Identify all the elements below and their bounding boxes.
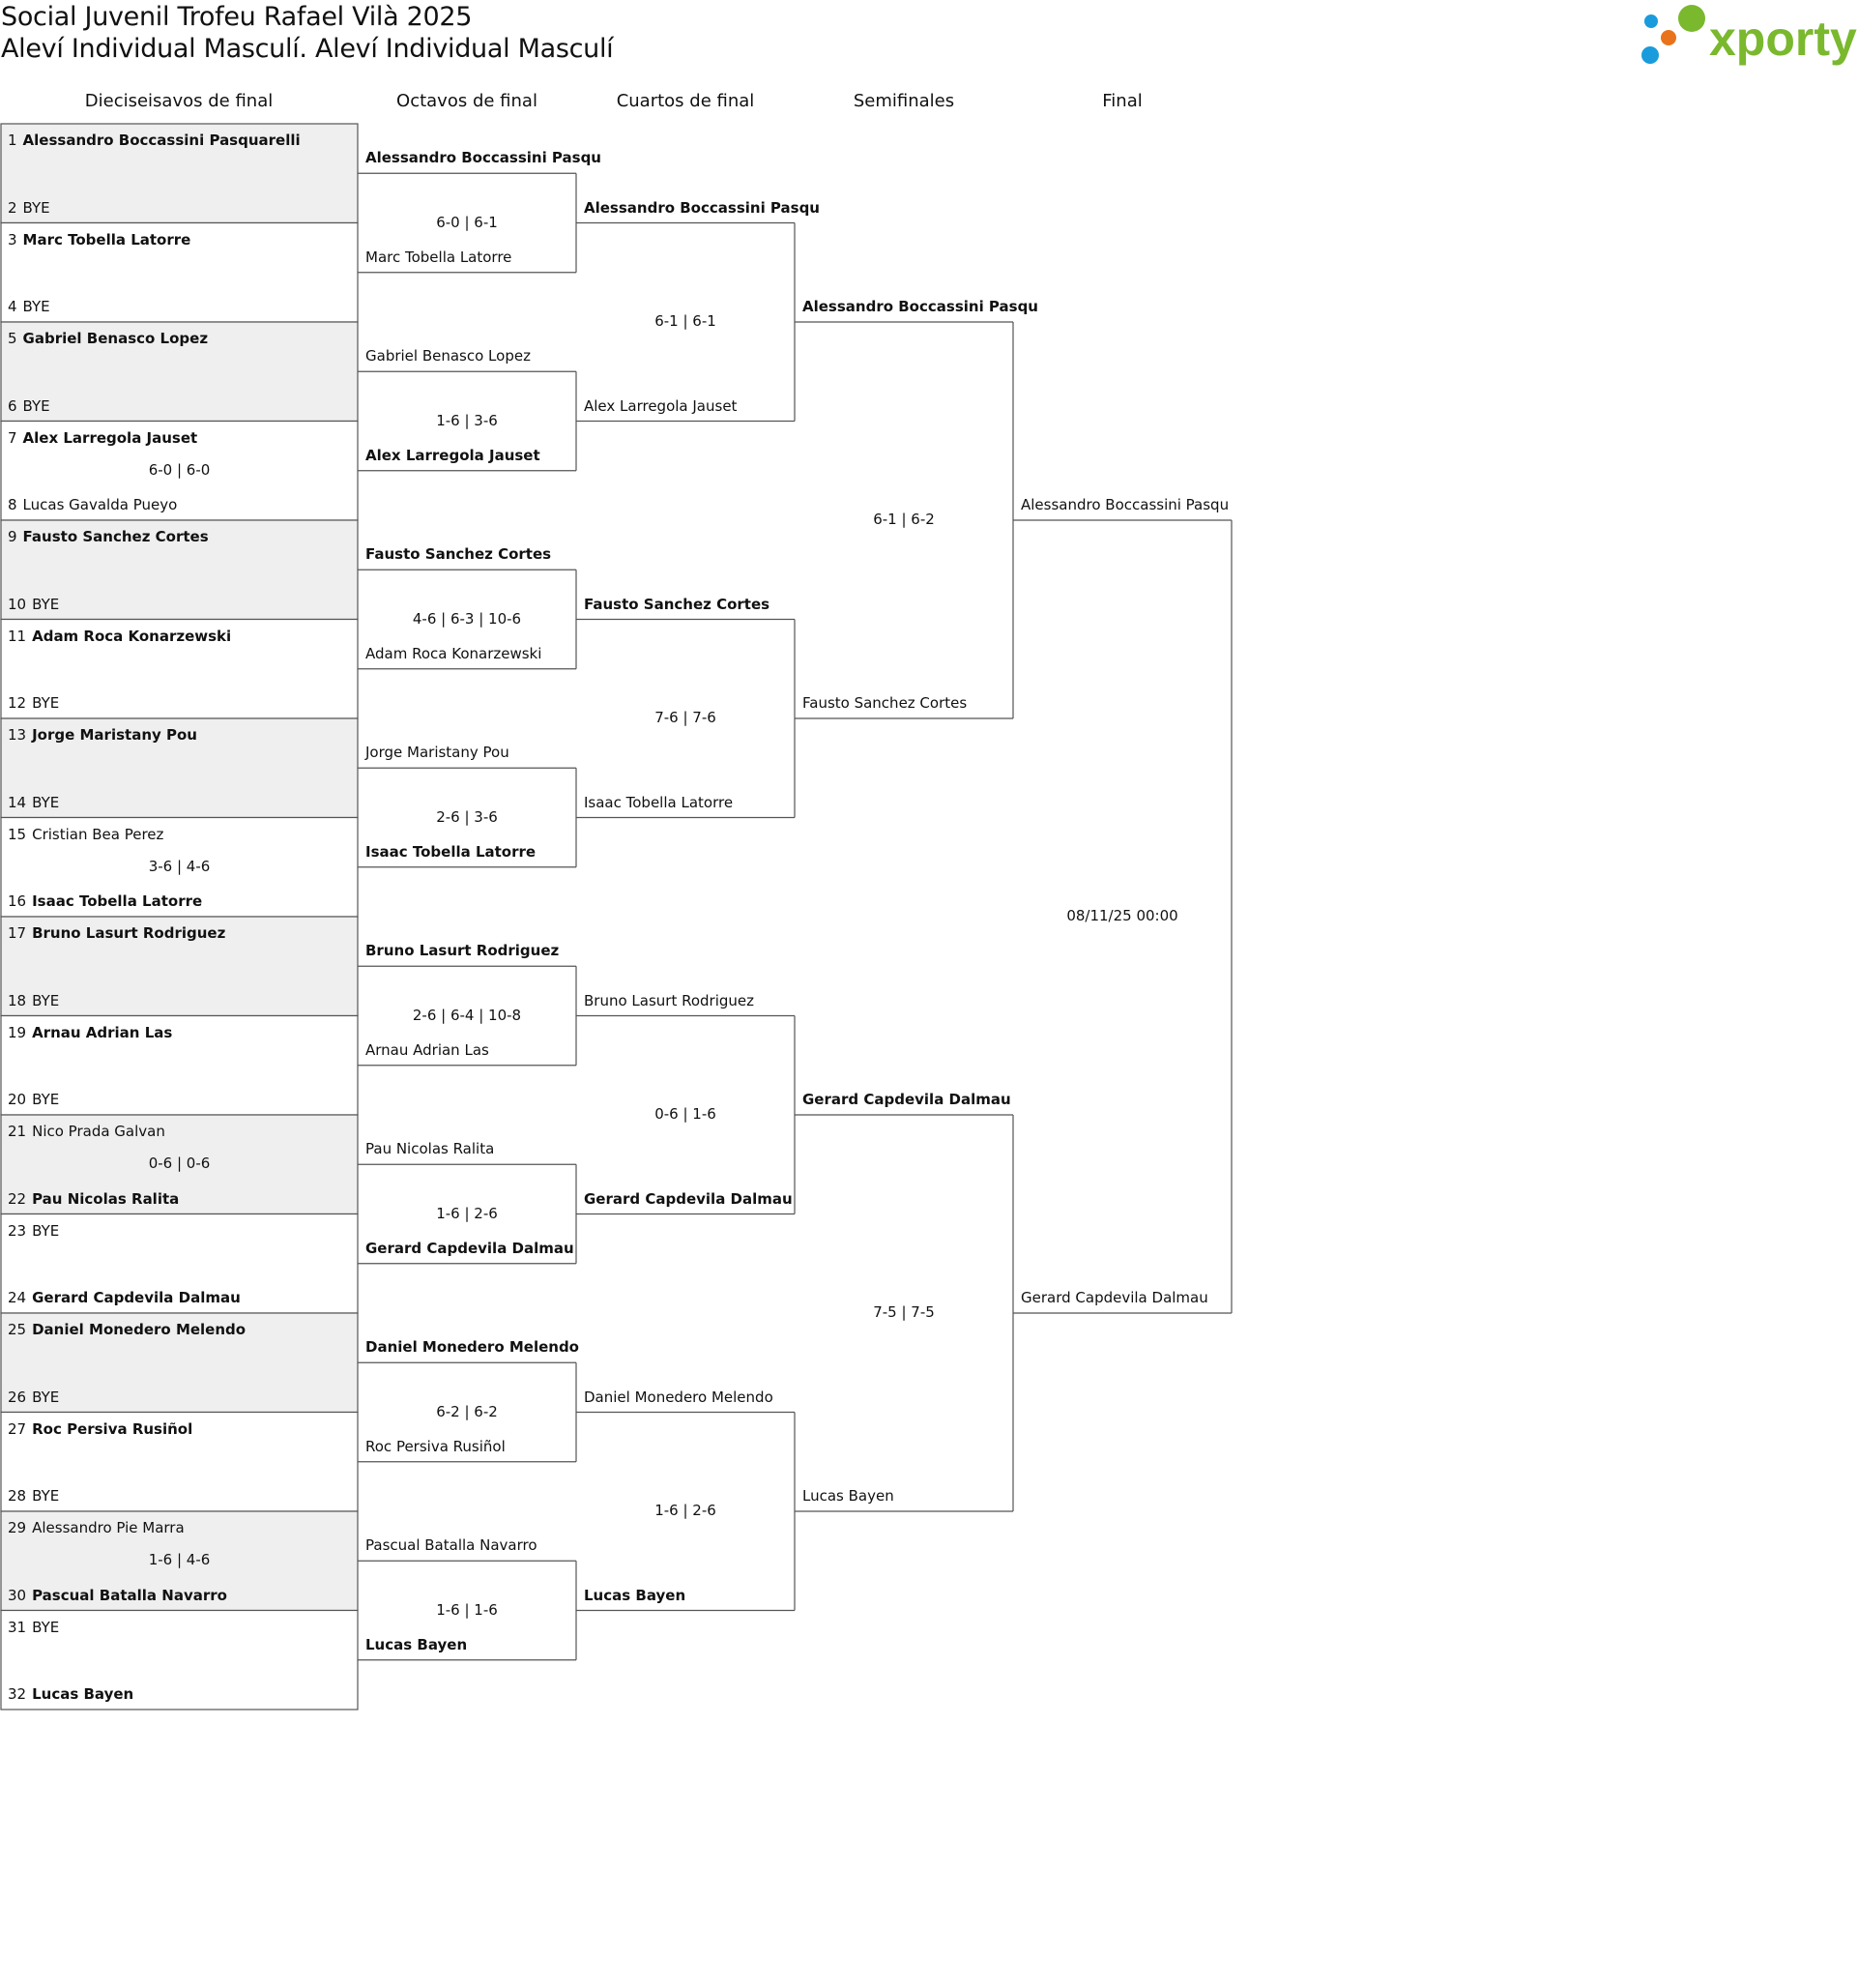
r2-player-bottom[interactable]: Marc Tobella Latorre xyxy=(365,248,512,266)
r1-player-row[interactable] xyxy=(8,826,163,843)
round-header-r3: Cuartos de final xyxy=(616,91,755,111)
r3-player-bottom[interactable]: Alex Larregola Jauset xyxy=(584,396,738,415)
r1-player-row[interactable] xyxy=(8,231,190,248)
r3-match-score: 6-1 | 6-1 xyxy=(654,312,716,330)
r2-match-score: 1-6 | 2-6 xyxy=(436,1204,498,1222)
r5-player-bottom[interactable]: Gerard Capdevila Dalmau xyxy=(1021,1289,1208,1306)
seed-number: 22 xyxy=(8,1189,27,1208)
tournament-title: Social Juvenil Trofeu Rafael Vilà 2025 xyxy=(1,2,473,32)
r2-player-top[interactable]: Pascual Batalla Navarro xyxy=(365,1536,537,1555)
player-name: Arnau Adrian Las xyxy=(32,1023,173,1041)
player-name: Bruno Lasurt Rodriguez xyxy=(32,924,226,942)
r2-player-top[interactable]: Pau Nicolas Ralita xyxy=(365,1140,495,1158)
r1-player-row[interactable] xyxy=(8,1685,133,1703)
seed-number: 16 xyxy=(8,892,27,910)
r1-player-row[interactable] xyxy=(8,1619,59,1636)
r1-player-row[interactable] xyxy=(8,694,59,712)
r1-player-row[interactable] xyxy=(8,892,202,910)
seed-number: 11 xyxy=(8,627,27,645)
player-name: Pau Nicolas Ralita xyxy=(32,1189,180,1208)
seed-number: 19 xyxy=(8,1023,27,1041)
player-name: BYE xyxy=(32,1388,60,1406)
r1-player-row[interactable] xyxy=(8,132,301,149)
r1-player-row[interactable] xyxy=(8,1519,185,1536)
r3-player-top[interactable]: Bruno Lasurt Rodriguez xyxy=(584,991,755,1009)
r1-player-row[interactable] xyxy=(8,496,177,513)
seed-number: 14 xyxy=(8,793,27,811)
player-name: Isaac Tobella Latorre xyxy=(32,892,203,910)
r1-match-score: 1-6 | 4-6 xyxy=(148,1551,211,1569)
r1-player-row[interactable] xyxy=(8,1487,59,1505)
r1-player-row[interactable] xyxy=(8,1389,59,1406)
seed-number: 24 xyxy=(8,1289,27,1306)
round-header-r5: Final xyxy=(1102,91,1143,111)
player-name: BYE xyxy=(22,298,50,315)
r3-player-bottom[interactable]: Lucas Bayen xyxy=(584,1586,686,1604)
seed-number: 5 xyxy=(8,330,17,347)
r3-player-bottom[interactable]: Isaac Tobella Latorre xyxy=(584,793,734,811)
player-name: BYE xyxy=(32,1221,60,1240)
seed-number: 18 xyxy=(8,991,27,1009)
seed-number: 32 xyxy=(8,1685,27,1703)
r1-player-row[interactable] xyxy=(8,330,208,347)
r2-match-score: 4-6 | 6-3 | 10-6 xyxy=(412,609,522,628)
r1-player-row[interactable] xyxy=(8,429,197,447)
player-name: BYE xyxy=(22,396,50,415)
player-name: BYE xyxy=(32,1618,60,1636)
player-name: Adam Roca Konarzewski xyxy=(32,627,232,645)
player-name: Pascual Batalla Navarro xyxy=(32,1586,227,1604)
player-name: Fausto Sanchez Cortes xyxy=(22,528,209,545)
r5-player-top[interactable]: Alessandro Boccassini Pasqu xyxy=(1021,496,1230,513)
r4-match-score: 7-5 | 7-5 xyxy=(873,1303,935,1321)
r2-player-top[interactable]: Jorge Maristany Pou xyxy=(365,744,509,762)
r2-match-score: 2-6 | 3-6 xyxy=(436,807,498,826)
r4-player-top[interactable]: Alessandro Boccassini Pasqu xyxy=(802,298,1038,315)
final-date: 08/11/25 00:00 xyxy=(1066,907,1178,924)
r2-player-top[interactable]: Gabriel Benasco Lopez xyxy=(365,347,531,365)
r3-player-bottom[interactable]: Gerard Capdevila Dalmau xyxy=(584,1189,793,1208)
r1-player-row[interactable] xyxy=(8,1091,59,1108)
r1-player-row[interactable] xyxy=(8,1420,192,1438)
player-name: Jorge Maristany Pou xyxy=(32,726,197,744)
player-name: Gerard Capdevila Dalmau xyxy=(32,1289,241,1306)
seed-number: 15 xyxy=(8,825,27,843)
r2-match-score: 6-2 | 6-2 xyxy=(436,1402,498,1420)
player-name: Daniel Monedero Melendo xyxy=(32,1321,247,1338)
r2-player-bottom[interactable]: Roc Persiva Rusiñol xyxy=(365,1437,506,1455)
seed-number: 31 xyxy=(8,1618,27,1636)
r4-match-score: 6-1 | 6-2 xyxy=(873,511,935,528)
seed-number: 26 xyxy=(8,1388,27,1406)
player-name: Cristian Bea Perez xyxy=(32,825,164,843)
r1-player-row[interactable] xyxy=(8,298,50,315)
r4-player-bottom[interactable]: Lucas Bayen xyxy=(802,1487,894,1505)
round-header-r1: Dieciseisavos de final xyxy=(84,91,274,111)
seed-number: 29 xyxy=(8,1519,27,1536)
seed-number: 21 xyxy=(8,1123,27,1140)
r1-player-row[interactable] xyxy=(8,1587,227,1604)
seed-number: 6 xyxy=(8,396,17,415)
r2-match-score: 2-6 | 6-4 | 10-8 xyxy=(412,1006,522,1024)
player-name: Marc Tobella Latorre xyxy=(22,230,191,248)
r2-match-score: 6-0 | 6-1 xyxy=(436,213,498,231)
player-name: Alessandro Pie Marra xyxy=(32,1519,185,1536)
player-name: Lucas Bayen xyxy=(32,1685,134,1703)
seed-number: 20 xyxy=(8,1091,27,1108)
r1-player-row[interactable] xyxy=(8,726,197,744)
player-name: BYE xyxy=(22,198,50,217)
r1-player-row[interactable] xyxy=(8,528,209,545)
player-name: BYE xyxy=(32,595,60,613)
r4-player-bottom[interactable]: Fausto Sanchez Cortes xyxy=(802,694,968,712)
seed-number: 4 xyxy=(8,298,17,315)
player-name: Roc Persiva Rusiñol xyxy=(32,1419,193,1438)
r2-player-bottom[interactable]: Gerard Capdevila Dalmau xyxy=(365,1239,574,1257)
r2-player-top[interactable]: Daniel Monedero Melendo xyxy=(365,1338,579,1357)
r3-match-score: 1-6 | 2-6 xyxy=(654,1502,716,1519)
r1-player-row[interactable] xyxy=(8,1222,59,1240)
r2-player-bottom[interactable]: Arnau Adrian Las xyxy=(365,1040,489,1059)
r1-match-score: 3-6 | 4-6 xyxy=(148,857,211,875)
r2-player-top[interactable]: Alessandro Boccassini Pasqu xyxy=(365,149,601,167)
category-title: Aleví Individual Masculí. Aleví Individual Masculí xyxy=(1,34,614,64)
player-name: BYE xyxy=(32,694,60,712)
player-name: Lucas Gavalda Pueyo xyxy=(22,496,178,513)
r2-player-bottom[interactable]: Lucas Bayen xyxy=(365,1635,468,1653)
r3-player-top[interactable]: Fausto Sanchez Cortes xyxy=(584,595,770,613)
r3-player-top[interactable]: Alessandro Boccassini Pasqu xyxy=(584,198,820,217)
r3-match-score: 0-6 | 1-6 xyxy=(654,1105,716,1123)
seed-number: 13 xyxy=(8,726,27,744)
r1-player-row[interactable] xyxy=(8,1190,179,1208)
r2-match-score: 1-6 | 3-6 xyxy=(436,411,498,429)
seed-number: 25 xyxy=(8,1321,27,1338)
seed-number: 9 xyxy=(8,528,17,545)
r4-player-top[interactable]: Gerard Capdevila Dalmau xyxy=(802,1091,1011,1108)
player-name: BYE xyxy=(32,1487,60,1505)
r1-player-row[interactable] xyxy=(8,199,50,217)
r1-player-row[interactable] xyxy=(8,1024,172,1041)
seed-number: 8 xyxy=(8,496,17,513)
r2-player-top[interactable]: Fausto Sanchez Cortes xyxy=(365,545,552,564)
r1-player-row[interactable] xyxy=(8,1321,246,1338)
r2-match-score: 1-6 | 1-6 xyxy=(436,1600,498,1619)
seed-number: 12 xyxy=(8,694,27,712)
player-name: BYE xyxy=(32,793,60,811)
seed-number: 1 xyxy=(8,132,17,149)
seed-number: 23 xyxy=(8,1221,27,1240)
round-header-r2: Octavos de final xyxy=(396,91,537,111)
r1-player-row[interactable] xyxy=(8,992,59,1009)
player-name: Alessandro Boccassini Pasquarelli xyxy=(22,132,301,149)
r1-match-score: 0-6 | 0-6 xyxy=(148,1155,211,1173)
r1-player-row[interactable] xyxy=(8,924,225,942)
r1-player-row[interactable] xyxy=(8,628,231,645)
player-name: Alex Larregola Jauset xyxy=(22,428,198,447)
logo-text: xporty xyxy=(1709,12,1857,66)
r2-player-bottom[interactable]: Isaac Tobella Latorre xyxy=(365,842,537,861)
r2-player-bottom[interactable]: Adam Roca Konarzewski xyxy=(365,644,542,662)
r1-player-row[interactable] xyxy=(8,794,59,811)
player-name: BYE xyxy=(32,1091,60,1108)
round-header-r4: Semifinales xyxy=(853,91,955,111)
seed-number: 3 xyxy=(8,230,17,248)
player-name: Nico Prada Galvan xyxy=(32,1123,165,1140)
seed-number: 27 xyxy=(8,1419,27,1438)
r1-match-score: 6-0 | 6-0 xyxy=(148,460,211,479)
r3-match-score: 7-6 | 7-6 xyxy=(654,709,716,726)
r2-player-top[interactable]: Bruno Lasurt Rodriguez xyxy=(365,942,560,960)
seed-number: 2 xyxy=(8,198,17,217)
seed-number: 17 xyxy=(8,924,27,942)
seed-number: 28 xyxy=(8,1487,27,1505)
player-name: BYE xyxy=(32,991,60,1009)
seed-number: 30 xyxy=(8,1586,27,1604)
r1-player-row[interactable] xyxy=(8,1123,165,1140)
r1-player-row[interactable] xyxy=(8,596,59,613)
player-name: Gabriel Benasco Lopez xyxy=(22,330,209,347)
r2-player-bottom[interactable]: Alex Larregola Jauset xyxy=(365,446,540,464)
r3-player-top[interactable]: Daniel Monedero Melendo xyxy=(584,1388,773,1406)
r1-player-row[interactable] xyxy=(8,1289,241,1306)
seed-number: 7 xyxy=(8,428,17,447)
r1-player-row[interactable] xyxy=(8,397,50,415)
seed-number: 10 xyxy=(8,595,27,613)
